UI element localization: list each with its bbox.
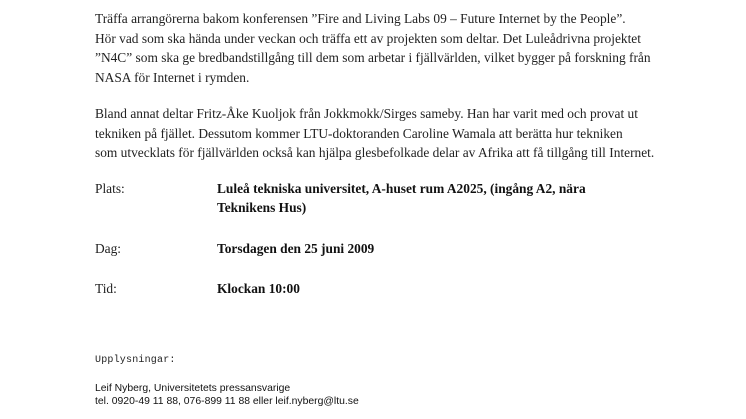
participants-line-3: som utvecklats för fjällvärlden också kan hjälpa glesbefolkade delar av Afrika att få tillgång till Internet. [95,145,655,160]
participants-line-2: tekniken på fjället. Dessutom kommer LTU-doktoranden Caroline Wamala att berätta hur tekniken [95,125,623,141]
day-value: Torsdagen den 25 juni 2009 [217,240,375,256]
document-body [95,9,715,299]
time-value: Klockan 10:00 [217,281,300,296]
time-row [95,279,715,299]
intro-line-3: ”N4C” som ska ge bredbandstillgång till dem som arbetar i fjällvärlden, vilket bygger på forskning från [95,50,651,65]
place-value-line-1: Luleå tekniska universitet, A-huset rum A2025, (ingång A2, nära [217,180,586,196]
contact-info [95,383,359,408]
place-label: Plats: [95,180,125,196]
day-label: Dag: [95,240,122,256]
time-label: Tid: [95,281,117,296]
participants-paragraph [95,104,715,163]
place-value-line-2: Teknikens Hus) [217,200,307,215]
day-row [95,239,715,259]
paragraph-spacer [95,87,715,104]
contact-phone-email: tel. 0920-49 11 88, 076-899 11 88 eller leif.nyberg@ltu.se [95,395,359,407]
intro-line-4: NASA för Internet i rymden. [95,69,250,85]
intro-paragraph [95,9,715,87]
place-row [95,179,715,218]
place-value [217,179,586,218]
contact-heading: Upplysningar: [95,355,176,366]
intro-line-1: Träffa arrangörerna bakom konferensen ”Fire and Living Labs 09 – Future Internet by the People”. [95,11,626,26]
intro-line-2: Hör vad som ska hända under veckan och träffa ett av projekten som deltar. Det Luleådrivna projektet [95,30,641,46]
participants-line-1: Bland annat deltar Fritz-Åke Kuoljok från Jokkmokk/Sirges sameby. Han har varit med och provat ut [95,106,638,121]
contact-name-title: Leif Nyberg, Universitetets pressansvarige [95,383,291,394]
